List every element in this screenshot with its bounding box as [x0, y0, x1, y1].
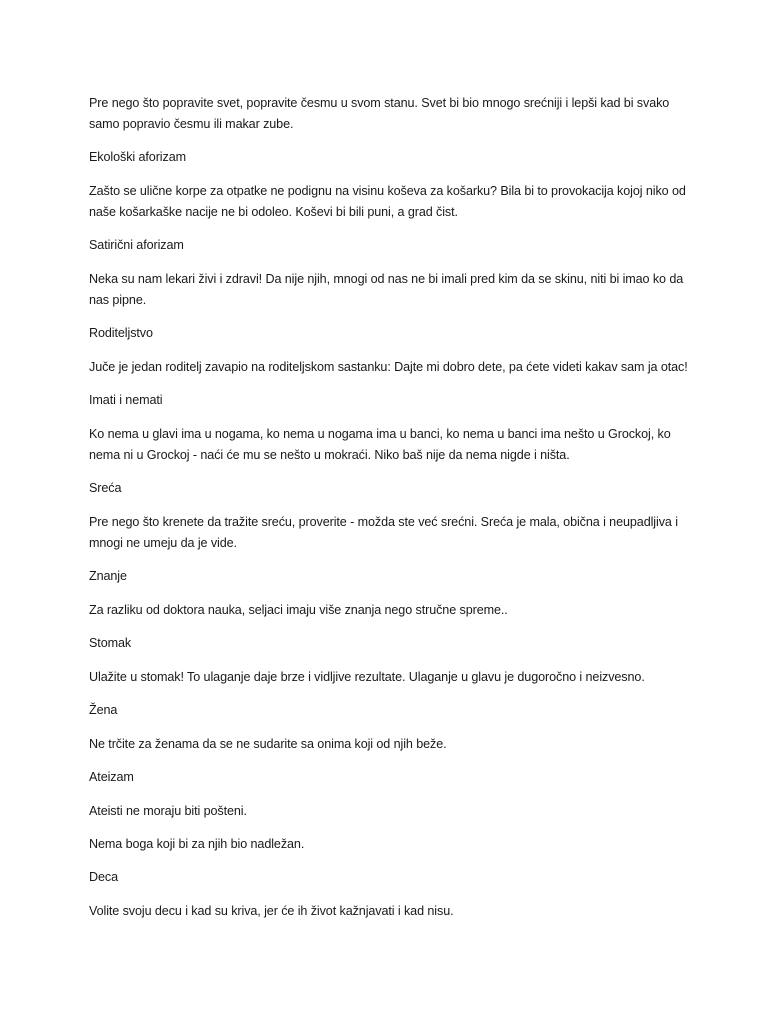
- paragraph: Juče je jedan roditelj zavapio na roditeljskom sastanku: Dajte mi dobro dete, pa ćete videti kakav sam ja otac!: [89, 360, 688, 374]
- section-heading: Znanje: [89, 569, 127, 583]
- paragraph: Nema boga koji bi za njih bio nadležan.: [89, 837, 305, 851]
- section-heading: Ekološki aforizam: [89, 150, 186, 164]
- paragraph: Ko nema u glavi ima u nogama, ko nema u nogama ima u banci, ko nema u banci ima nešto u Grockoj, ko nema ni u Grockoj - naći će mu se nešto u mokraći. Niko baš nije da nema nigde i ništa.: [89, 427, 671, 462]
- paragraph: Za razliku od doktora nauka, seljaci imaju više znanja nego stručne spreme..: [89, 603, 508, 617]
- section-heading: Deca: [89, 870, 118, 884]
- section-heading: Ateizam: [89, 770, 134, 784]
- paragraph: Zašto se ulične korpe za otpatke ne podignu na visinu koševa za košarku? Bila bi to provokacija kojoj niko od naše košarkaške nacije ne bi odoleo. Koševi bi bili puni, a grad čist.: [89, 184, 686, 219]
- section-heading: Imati i nemati: [89, 393, 163, 407]
- paragraph: Ne trčite za ženama da se ne sudarite sa onima koji od njih beže.: [89, 737, 447, 751]
- section-heading: Roditeljstvo: [89, 326, 153, 340]
- paragraph: Ulažite u stomak! To ulaganje daje brze i vidljive rezultate. Ulaganje u glavu je dugoročno i neizvesno.: [89, 670, 645, 684]
- paragraph: Pre nego što popravite svet, popravite česmu u svom stanu. Svet bi bio mnogo srećniji i lepši kad bi svako samo popravio česmu ili makar zube.: [89, 96, 670, 131]
- section-heading: Sreća: [89, 481, 122, 495]
- section-heading: Stomak: [89, 636, 132, 650]
- paragraph: Ateisti ne moraju biti pošteni.: [89, 804, 247, 818]
- paragraph: Neka su nam lekari živi i zdravi! Da nije njih, mnogi od nas ne bi imali pred kim da se skinu, niti bi imao ko da nas pipne.: [89, 272, 684, 307]
- paragraph: Pre nego što krenete da tražite sreću, proverite - možda ste već srećni. Sreća je mala, obična i neupadljiva i mnogi ne umeju da je vide.: [89, 515, 678, 550]
- document-page: [89, 93, 689, 934]
- paragraph: Volite svoju decu i kad su kriva, jer će ih život kažnjavati i kad nisu.: [89, 904, 454, 918]
- section-heading: Žena: [89, 703, 118, 717]
- section-heading: Satirični aforizam: [89, 238, 184, 252]
